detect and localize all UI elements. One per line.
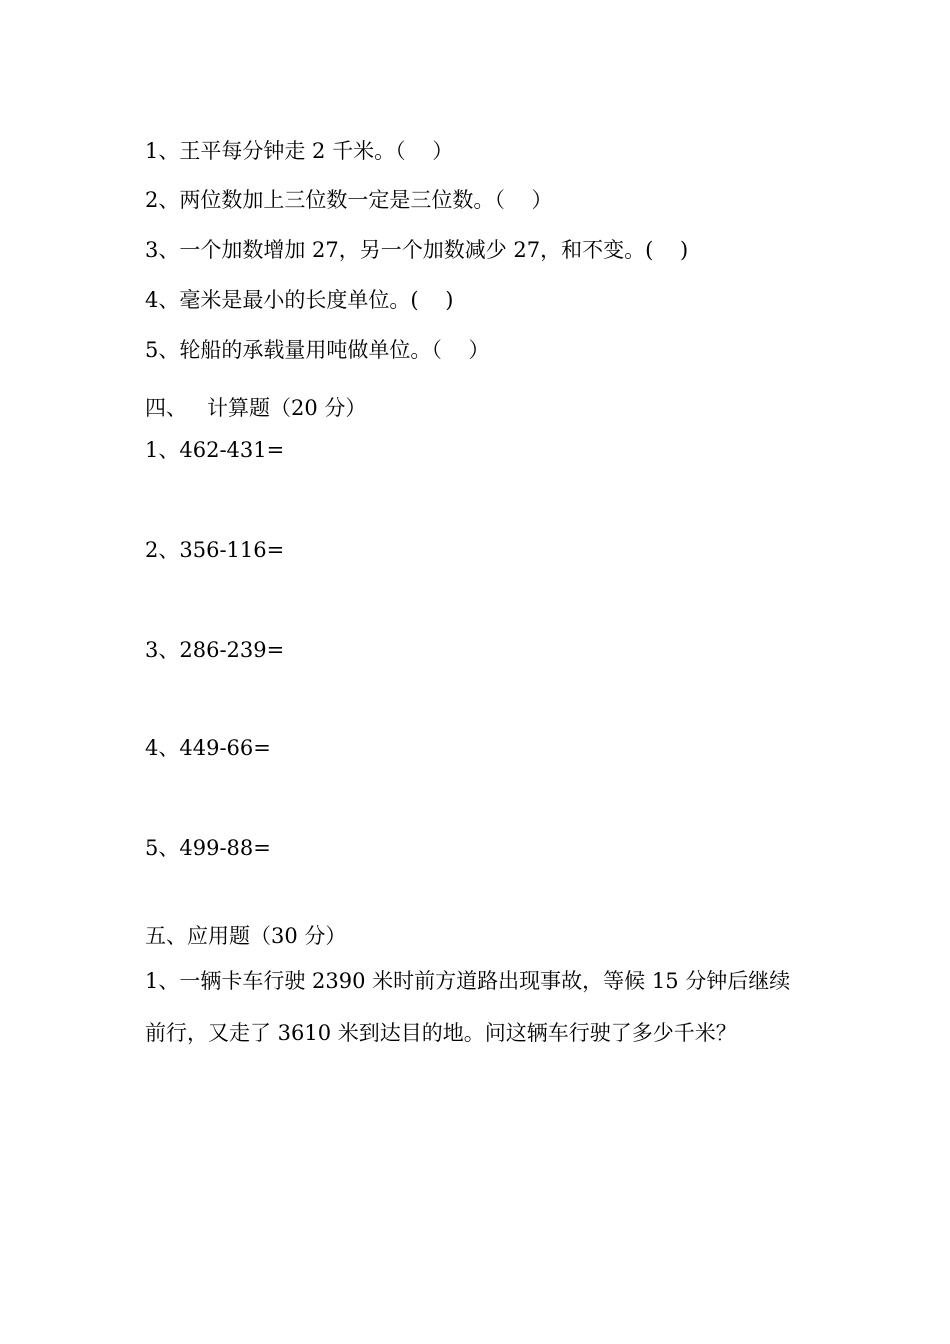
- judgment-item-1: 1、王平每分钟走 2 千米。（ ）: [145, 139, 454, 163]
- calculation-item-1: 1、462-431=: [145, 438, 285, 462]
- judgment-item-2: 2、两位数加上三位数一定是三位数。（ ）: [145, 188, 553, 212]
- calculation-item-5: 5、499-88=: [145, 836, 271, 860]
- application-heading: 五、应用题（30 分）: [145, 924, 347, 948]
- calculation-heading: 四、 计算题（20 分）: [145, 396, 367, 420]
- calculation-item-3: 3、286-239=: [145, 638, 285, 662]
- application-problem-1-line-2: 前行，又走了 3610 米到达目的地。问这辆车行驶了多少千米？: [145, 1021, 737, 1045]
- calculation-item-4: 4、449-66=: [145, 736, 271, 760]
- application-problem-1-line-1: 1、一辆卡车行驶 2390 米时前方道路出现事故，等候 15 分钟后继续: [145, 969, 791, 993]
- judgment-item-3: 3、一个加数增加 27，另一个加数减少 27，和不变。( ): [145, 238, 689, 262]
- judgment-item-4: 4、毫米是最小的长度单位。( ): [145, 288, 454, 312]
- judgment-item-5: 5、轮船的承载量用吨做单位。（ ）: [145, 338, 490, 362]
- calculation-item-2: 2、356-116=: [145, 538, 285, 562]
